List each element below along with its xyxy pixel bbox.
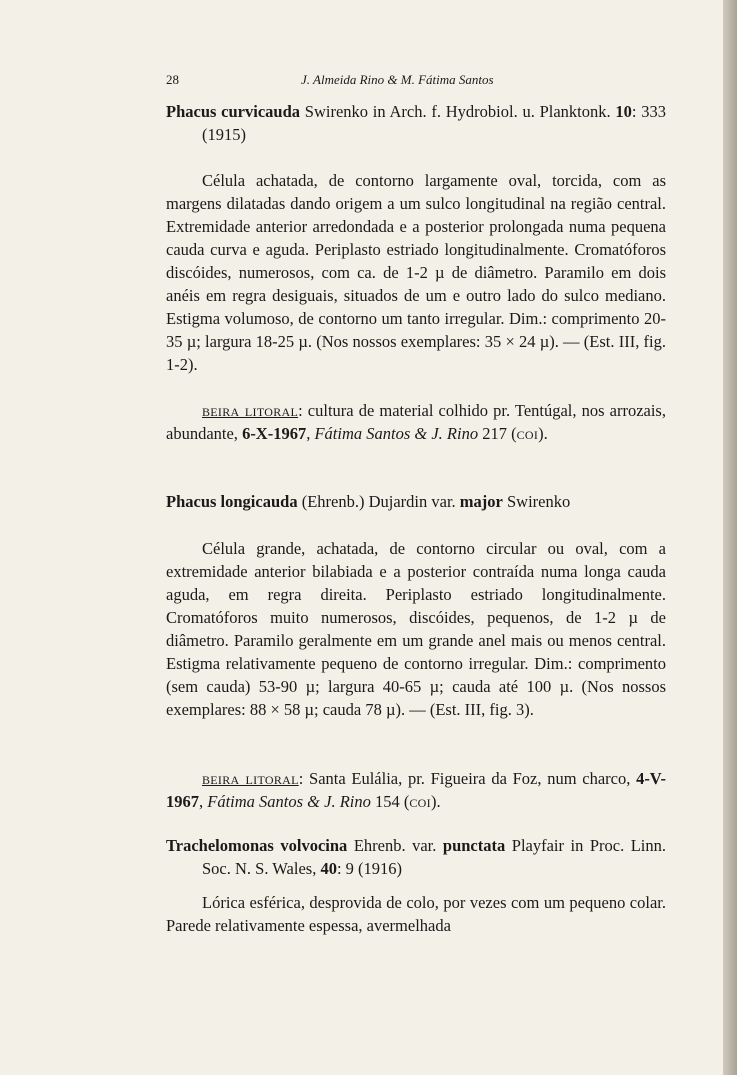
description-paragraph: Célula grande, achatada, de contorno circular ou oval, com a extremidade anterior bilabiada e a posterior contraída numa longa cauda aguda, em regra direita. Periplasto estriado longitudinalmente. Cromatóforos muito numerosos, discóides, pequenos, de 1-2 µ de diâmetro. Paramilo geralmente em um grande anel mais ou menos central. Estigma relativamente pequeno de contorno irregular. Dim.: comprimento (sem cauda) 53-90 µ; largura 40-65 µ; cauda até 100 µ. (Nos nossos exemplares: 88 × 58 µ; cauda 78 µ). — (Est. III, fig. 3). bbox=[166, 539, 666, 719]
species-name: Trachelomonas volvocina bbox=[166, 836, 348, 855]
volume: 10 bbox=[615, 102, 632, 121]
author: (Ehrenb.) Dujardin var. bbox=[301, 492, 456, 511]
entry2-heading bbox=[166, 490, 666, 513]
page-spine-shadow bbox=[723, 0, 737, 1075]
locality-end: 154 ( bbox=[375, 792, 410, 811]
locality-text: : cultura de material colhido pr. Tentúgal, nos arrozais, abundante, bbox=[166, 401, 666, 443]
volume: 40 bbox=[320, 859, 337, 878]
herbarium-code: coi bbox=[409, 792, 431, 811]
locality-close: ). bbox=[538, 424, 548, 443]
citation-end: : 333 (1915) bbox=[202, 102, 667, 144]
entry1-heading bbox=[166, 100, 666, 146]
variety-name: punctata bbox=[442, 836, 506, 855]
locality-label: beira litoral bbox=[202, 401, 299, 420]
entry1-locality: beira litoral: cultura de material colhido pr. Tentúgal, nos arrozais, abundante, 6-X-1967, Fátima Santos & J. Rino 217 (coi). bbox=[166, 401, 666, 443]
entry2-description bbox=[166, 537, 666, 721]
entry1-description bbox=[166, 169, 666, 376]
variety-name: major bbox=[459, 492, 503, 511]
description-paragraph: Célula achatada, de contorno largamente oval, torcida, com as margens dilatadas dando origem a um sulco longitudinal na região central. Extremidade anterior arredondada e a posterior prolongada numa pequena cauda curva e aguda. Periplasto estriado longitudinalmente. Cromatóforos discóides, numerosos, com ca. de 1-2 µ de diâmetro. Paramilo em dois anéis em regra desiguais, situados de um e outro lado do sulco mediano. Estigma volumoso, de contorno um tanto irregular. Dim.: comprimento 20-35 µ; largura 18-25 µ. (Nos nossos exemplares: 35 × 24 µ). — (Est. III, fig. 1-2). bbox=[166, 171, 666, 374]
entry2-locality: beira litoral: Santa Eulália, pr. Figueira da Foz, num charco, 4-V-1967, Fátima Santos & J. Rino 154 (coi). bbox=[166, 769, 666, 811]
locality-label: beira litoral bbox=[202, 769, 299, 788]
variety-author: Swirenko bbox=[506, 492, 571, 511]
page-number: 28 bbox=[166, 72, 179, 87]
citation: Swirenko in Arch. f. Hydrobiol. u. Planktonk. bbox=[304, 102, 611, 121]
collectors: Fátima Santos & J. Rino bbox=[314, 424, 479, 443]
locality-close: ). bbox=[430, 792, 441, 811]
citation: Playfair in Proc. Linn. Soc. N. S. Wales, bbox=[202, 836, 667, 878]
collectors: Fátima Santos & J. Rino bbox=[207, 792, 371, 811]
locality-end: 217 ( bbox=[482, 424, 517, 443]
running-title: J. Almeida Rino & M. Fátima Santos bbox=[301, 72, 494, 87]
collection-date: 4-V-1967 bbox=[166, 769, 666, 811]
citation-end: : 9 (1916) bbox=[336, 859, 403, 878]
description-paragraph: Lórica esférica, desprovida de colo, por vezes com um pequeno colar. Parede relativamente espessa, avermelhada bbox=[166, 893, 666, 935]
herbarium-code: coi bbox=[516, 424, 539, 443]
species-name: Phacus curvicauda bbox=[166, 102, 301, 121]
entry3-heading bbox=[166, 834, 666, 880]
locality-text: : Santa Eulália, pr. Figueira da Foz, num charco, bbox=[298, 769, 631, 788]
author: Ehrenb. var. bbox=[353, 836, 437, 855]
entry3-description bbox=[166, 891, 666, 937]
species-name: Phacus longicauda bbox=[166, 492, 298, 511]
collection-date: 6-X-1967 bbox=[242, 424, 307, 443]
